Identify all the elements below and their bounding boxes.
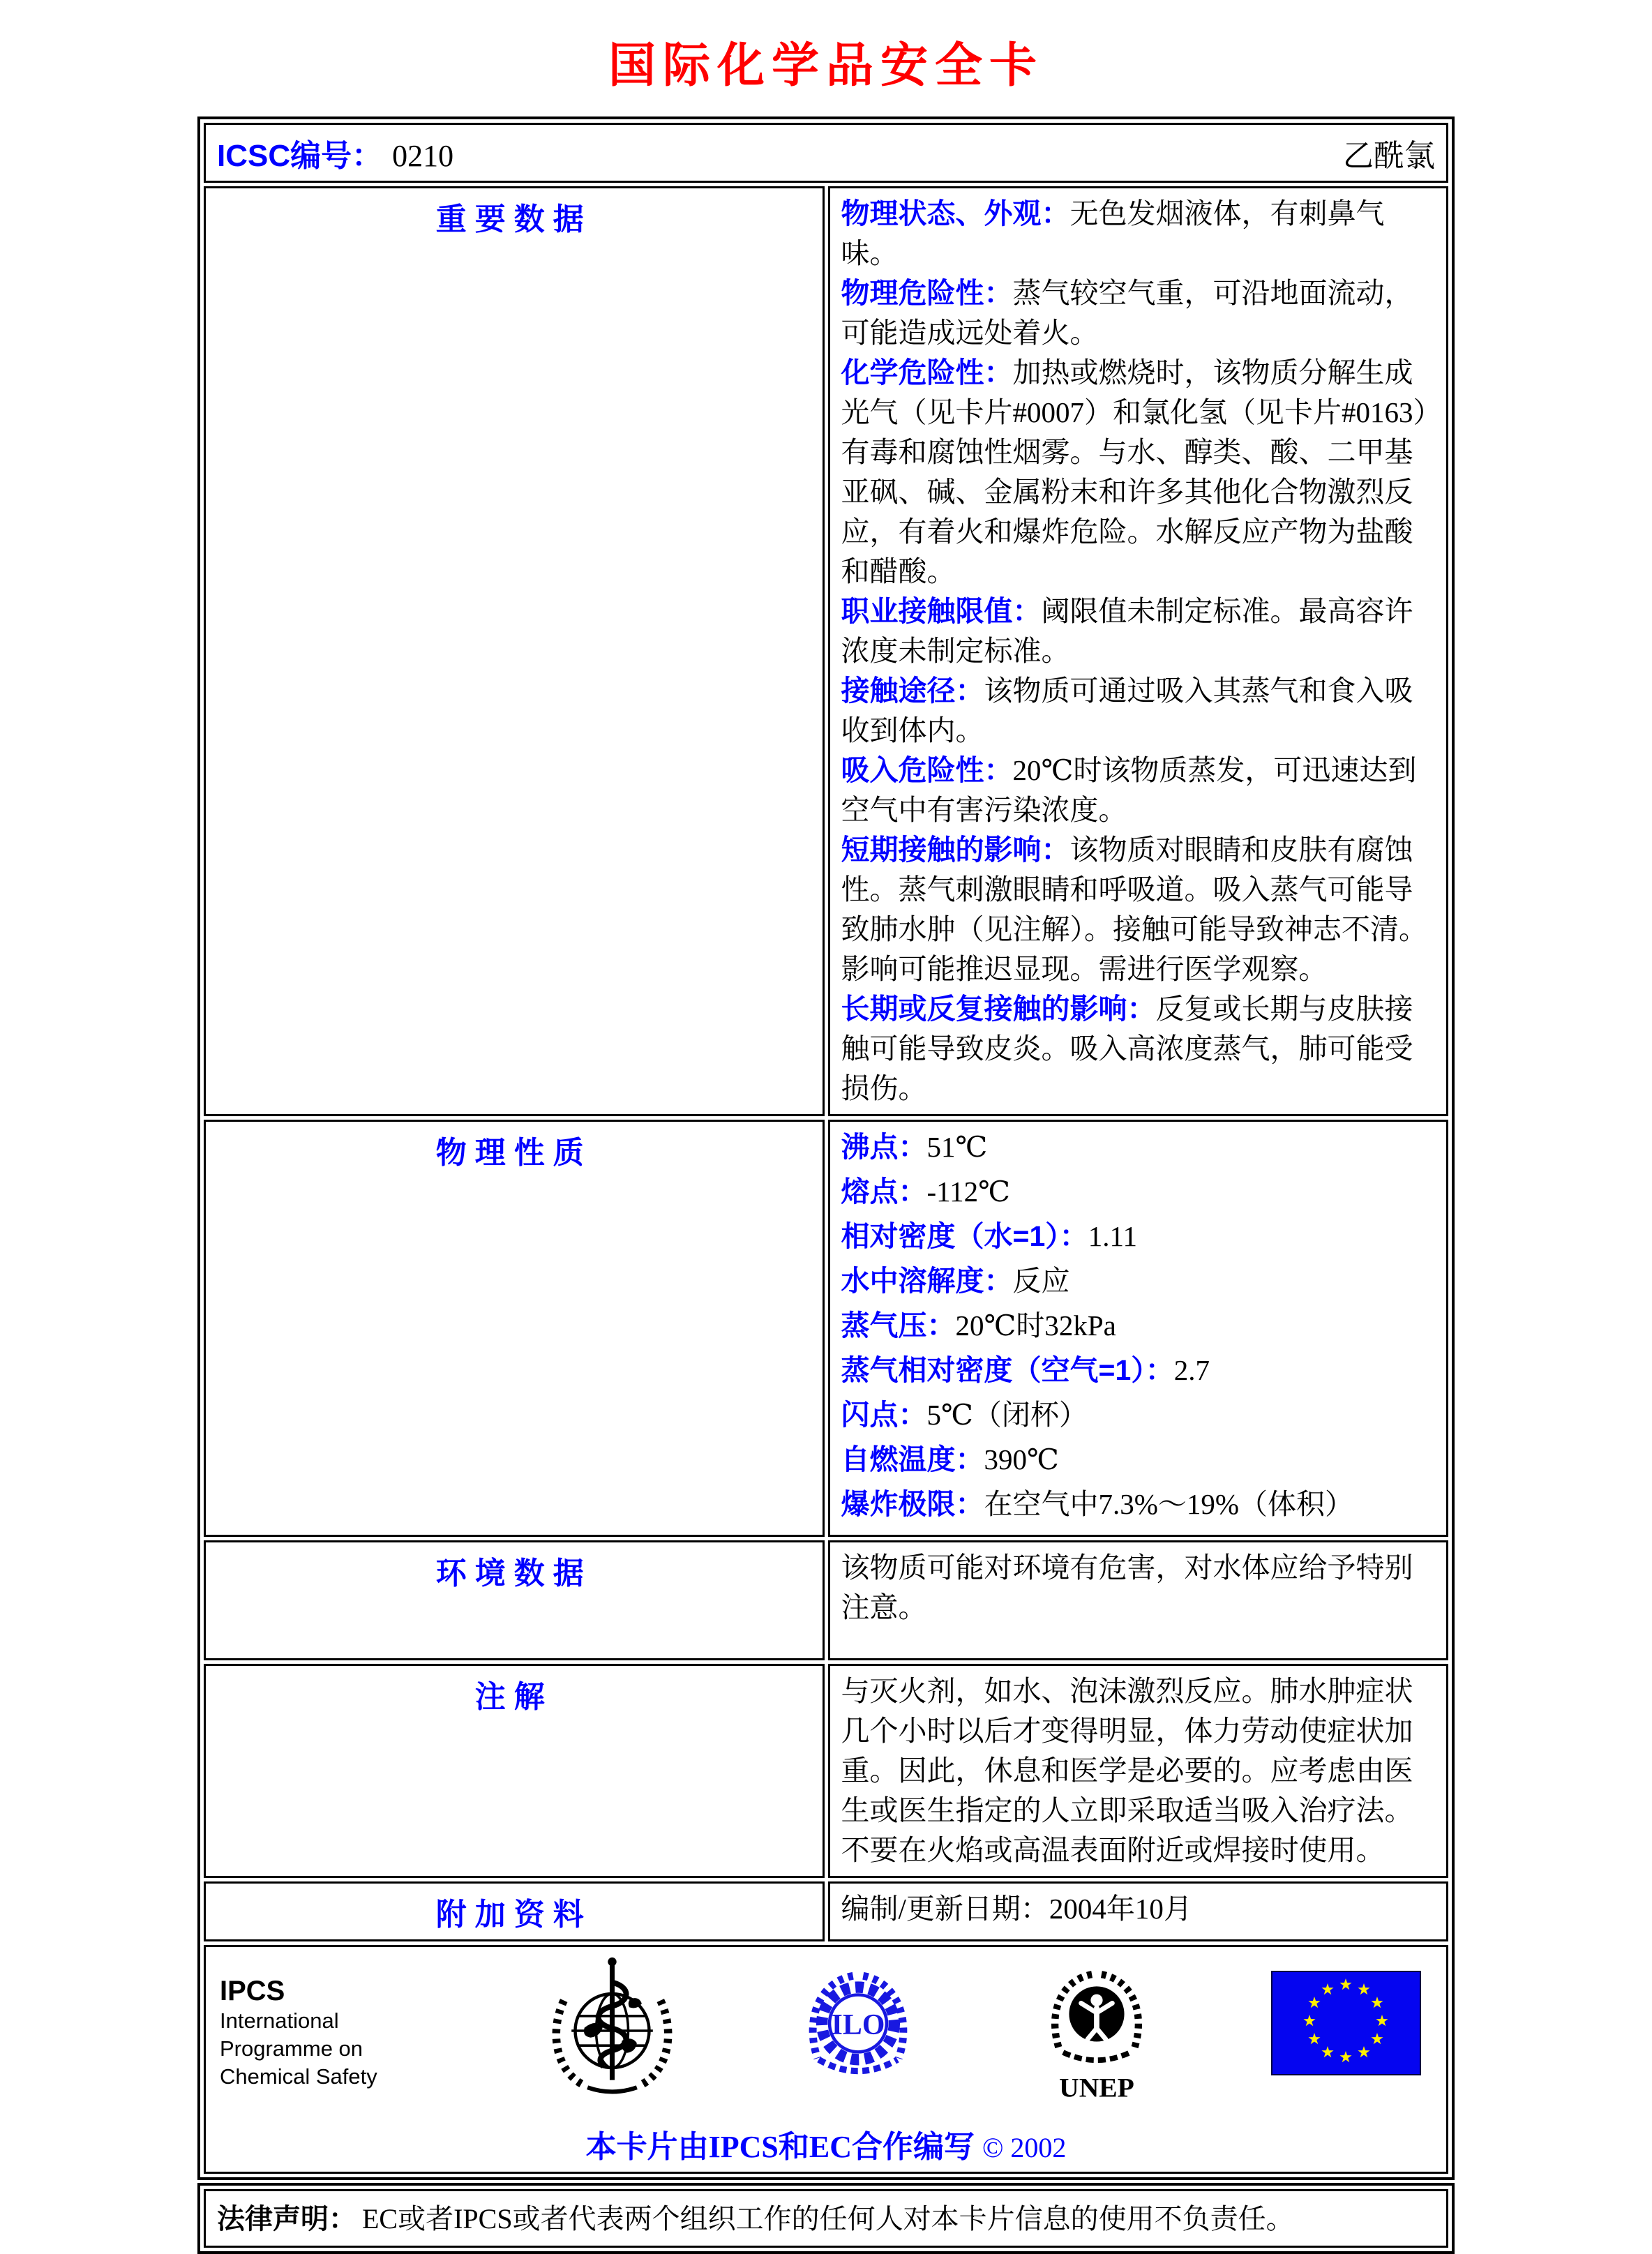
section-label-physical-properties: 物理性质 xyxy=(204,1120,825,1537)
additional-info-content xyxy=(828,1881,1449,1941)
chemical-name: 乙酰氯 xyxy=(1343,139,1435,173)
property-item: 自燃温度：390℃ xyxy=(841,1443,1059,1475)
property-item: 熔点：-112℃ xyxy=(841,1175,1010,1208)
ipcs-title: IPCS xyxy=(220,1976,285,2006)
logos-row xyxy=(204,1945,1448,2174)
legal-notice-row xyxy=(204,2189,1448,2248)
page-title: 国际化学品安全卡 xyxy=(608,39,1044,92)
data-item: 短期接触的影响：该物质对眼睛和皮肤有腐蚀性。蒸气刺激眼睛和呼吸道。吸入蒸气可能导致肺水肿（见注解）。接触可能导致神志不清。影响可能推迟显现。需进行医学观察。 xyxy=(841,834,1427,985)
property-item: 相对密度（水=1）：1.11 xyxy=(841,1220,1137,1252)
environmental-data-content xyxy=(828,1540,1449,1660)
environmental-data-row xyxy=(204,1540,1448,1660)
legal-notice-label: 法律声明： xyxy=(217,2204,356,2234)
icsc-card-table xyxy=(197,117,1455,2180)
icsc-number-value: 0210 xyxy=(392,139,454,173)
property-item: 闪点：5℃（闭杯） xyxy=(841,1399,1088,1431)
important-data-row xyxy=(204,186,1448,1116)
footer-caption: 本卡片由IPCS和EC合作编写 © 2002 xyxy=(585,2130,1067,2164)
icsc-card-page xyxy=(197,28,1455,2254)
property-item: 蒸气相对密度（空气=1）：2.7 xyxy=(841,1354,1210,1386)
property-item: 蒸气压：20℃时32kPa xyxy=(841,1309,1116,1342)
section-label-environmental-data: 环境数据 xyxy=(204,1540,825,1660)
data-item: 职业接触限值：阈限值未制定标准。最高容许浓度未制定标准。 xyxy=(841,595,1413,667)
important-data-content xyxy=(828,186,1449,1116)
data-item: 化学危险性：加热或燃烧时，该物质分解生成光气（见卡片#0007）和氯化氢（见卡片#0163）有毒和腐蚀性烟雾。与水、醇类、酸、二甲基亚砜、碱、金属粉末和许多其他化合物激烈反应，有着火和爆炸危险。水解反应产物为盐酸和醋酸。 xyxy=(841,356,1427,587)
data-item: 长期或反复接触的影响：反复或长期与皮肤接触可能导致皮炎。吸入高浓度蒸气，肺可能受损伤。 xyxy=(841,993,1413,1104)
eu-flag-icon xyxy=(1271,1957,1421,2079)
ilo-logo-text: ILO xyxy=(831,2008,885,2041)
property-item: 沸点：51℃ xyxy=(841,1131,988,1163)
ilo-logo-icon xyxy=(795,1957,922,2100)
ipcs-text-block: IPCS International Programme on Chemical Safety xyxy=(220,1957,429,2091)
data-item: 接触途径：该物质可通过吸入其蒸气和食入吸收到体内。 xyxy=(841,675,1413,746)
notes-row xyxy=(204,1664,1448,1878)
section-label-additional-info: 附加资料 xyxy=(204,1881,825,1941)
environmental-data-text: 该物质可能对环境有危害，对水体应给予特别注意。 xyxy=(841,1551,1413,1623)
legal-notice-cell xyxy=(204,2189,1448,2248)
card-number-cell xyxy=(204,123,1448,183)
copyright: © 2002 xyxy=(982,2132,1067,2163)
legal-notice-table xyxy=(197,2183,1455,2254)
unep-logo-text: UNEP xyxy=(1058,2072,1134,2103)
data-item: 吸入危险性：20℃时该物质蒸发，可迅速达到空气中有害污染浓度。 xyxy=(841,754,1417,826)
additional-info-row xyxy=(204,1881,1448,1941)
section-label-notes: 注解 xyxy=(204,1664,825,1878)
physical-properties-row xyxy=(204,1120,1448,1537)
unep-logo-icon xyxy=(1037,1957,1157,2117)
update-date: 编制/更新日期：2004年10月 xyxy=(841,1893,1192,1925)
legal-notice-text: EC或者IPCS或者代表两个组织工作的任何人对本卡片信息的使用不负责任。 xyxy=(362,2203,1294,2234)
data-item: 物理状态、外观：无色发烟液体，有刺鼻气味。 xyxy=(841,197,1385,269)
header-row xyxy=(204,123,1448,183)
icsc-number-label: ICSC编号： xyxy=(217,139,383,173)
data-item: 物理危险性：蒸气较空气重，可沿地面流动，可能造成远处着火。 xyxy=(841,277,1413,349)
who-logo-icon xyxy=(544,1957,680,2108)
logos-cell xyxy=(204,1945,1448,2174)
property-item: 爆炸极限：在空气中7.3%～19%（体积） xyxy=(841,1488,1354,1520)
physical-properties-content xyxy=(828,1120,1449,1537)
notes-content xyxy=(828,1664,1449,1878)
section-label-important-data: 重要数据 xyxy=(204,186,825,1116)
notes-text: 与灭火剂，如水、泡沫激烈反应。肺水肿症状几个小时以后才变得明显，体力劳动使症状加重。因此，休息和医学是必要的。应考虑由医生或医生指定的人立即采取适当吸入治疗法。不要在火焰或高温表面附近或焊接时使用。 xyxy=(841,1675,1413,1866)
property-item: 水中溶解度：反应 xyxy=(841,1265,1070,1297)
